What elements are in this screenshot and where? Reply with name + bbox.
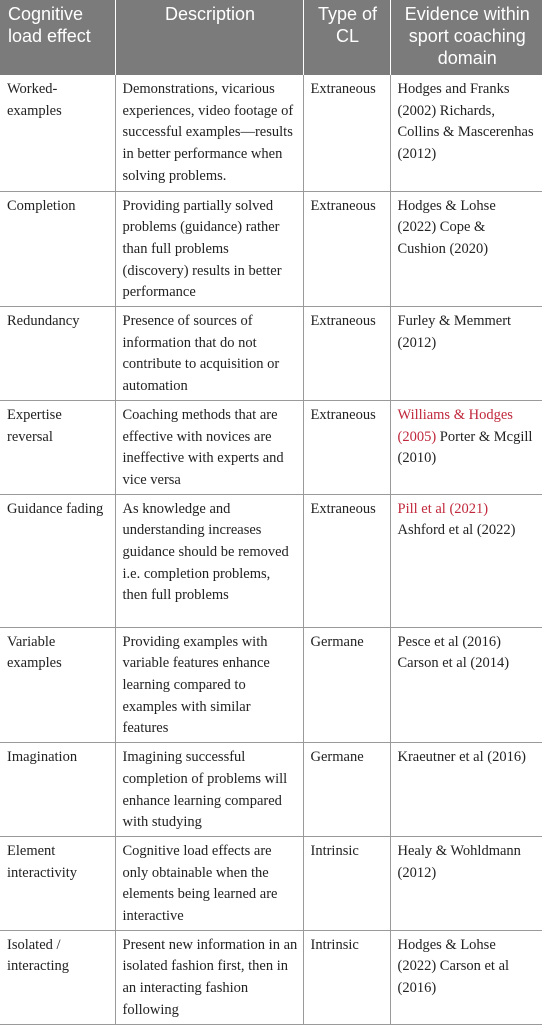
description-cell: As knowledge and understanding increases guidance should be removed i.e. completion problems, then full problems — [115, 494, 303, 627]
evidence-cell — [390, 836, 542, 930]
evidence-link[interactable]: Williams & Hodges (2005) — [397, 406, 513, 445]
description-cell: Providing examples with variable features enhance learning compared to examples with similar features — [115, 627, 303, 743]
table-row — [0, 627, 542, 743]
evidence-cell — [390, 494, 542, 627]
header-description: Description — [115, 0, 303, 75]
effect-cell: Element interactivity — [0, 836, 115, 930]
table-row — [0, 400, 542, 494]
effect-cell: Variable examples — [0, 627, 115, 743]
evidence-link[interactable]: Pill et al (2021) — [397, 500, 489, 517]
type-cell: Germane — [303, 627, 390, 743]
description-cell: Cognitive load effects are only obtainable when the elements being learned are interactive — [115, 836, 303, 930]
effect-cell: Completion — [0, 191, 115, 307]
description-cell: Providing partially solved problems (guidance) rather than full problems (discovery) results in better performance — [115, 191, 303, 307]
table-row — [0, 75, 542, 191]
evidence-cell — [390, 75, 542, 191]
evidence-cell — [390, 307, 542, 401]
evidence-text: Kraeutner et al (2016) — [397, 749, 526, 766]
table-body — [0, 75, 542, 1024]
effect-cell: Worked-examples — [0, 75, 115, 191]
type-cell: Extraneous — [303, 400, 390, 494]
header-cognitive-load-effect: Cognitive load effect — [0, 0, 115, 75]
type-cell: Extraneous — [303, 494, 390, 627]
description-cell: Coaching methods that are effective with novices are ineffective with experts and vice versa — [115, 400, 303, 494]
effect-cell: Imagination — [0, 743, 115, 837]
table-row — [0, 191, 542, 307]
type-cell: Germane — [303, 743, 390, 837]
header-evidence: Evidence within sport coaching domain — [390, 0, 542, 75]
effect-cell: Isolated / interacting — [0, 930, 115, 1024]
evidence-text: Porter & Mcgill (2010) — [397, 428, 533, 467]
evidence-text: Hodges and Franks (2002) Richards, Collins & Mascerenhas (2012) — [397, 81, 534, 163]
effect-cell: Expertise reversal — [0, 400, 115, 494]
effect-cell: Guidance fading — [0, 494, 115, 627]
header-type-of-cl: Type of CL — [303, 0, 390, 75]
table-header — [0, 0, 542, 75]
evidence-text: Furley & Memmert (2012) — [397, 313, 512, 351]
evidence-text: Pesce et al (2016) Carson et al (2014) — [397, 633, 510, 672]
header-row — [0, 0, 542, 75]
evidence-cell — [390, 930, 542, 1024]
evidence-text: Ashford et al (2022) — [397, 522, 516, 539]
type-cell: Extraneous — [303, 75, 390, 191]
evidence-cell — [390, 627, 542, 743]
evidence-cell — [390, 743, 542, 837]
table-row — [0, 743, 542, 837]
type-cell: Extraneous — [303, 307, 390, 401]
table-row — [0, 836, 542, 930]
evidence-cell — [390, 191, 542, 307]
description-cell: Present new information in an isolated fashion first, then in an interacting fashion following — [115, 930, 303, 1024]
evidence-cell — [390, 400, 542, 494]
table-row — [0, 494, 542, 627]
evidence-text: Healy & Wohldmann (2012) — [397, 842, 521, 881]
description-cell: Imagining successful completion of problems will enhance learning compared with studying — [115, 743, 303, 837]
table-row — [0, 930, 542, 1024]
table-row — [0, 307, 542, 401]
type-cell: Extraneous — [303, 191, 390, 307]
type-cell: Intrinsic — [303, 930, 390, 1024]
type-cell: Intrinsic — [303, 836, 390, 930]
evidence-text: Hodges & Lohse (2022) Carson et al (2016) — [397, 936, 510, 997]
evidence-text: Hodges & Lohse (2022) Cope & Cushion (2020) — [397, 197, 496, 257]
description-cell: Demonstrations, vicarious experiences, video footage of successful examples—results in better performance when solving problems. — [115, 75, 303, 191]
effect-cell: Redundancy — [0, 307, 115, 401]
description-cell: Presence of sources of information that do not contribute to acquisition or automation — [115, 307, 303, 401]
